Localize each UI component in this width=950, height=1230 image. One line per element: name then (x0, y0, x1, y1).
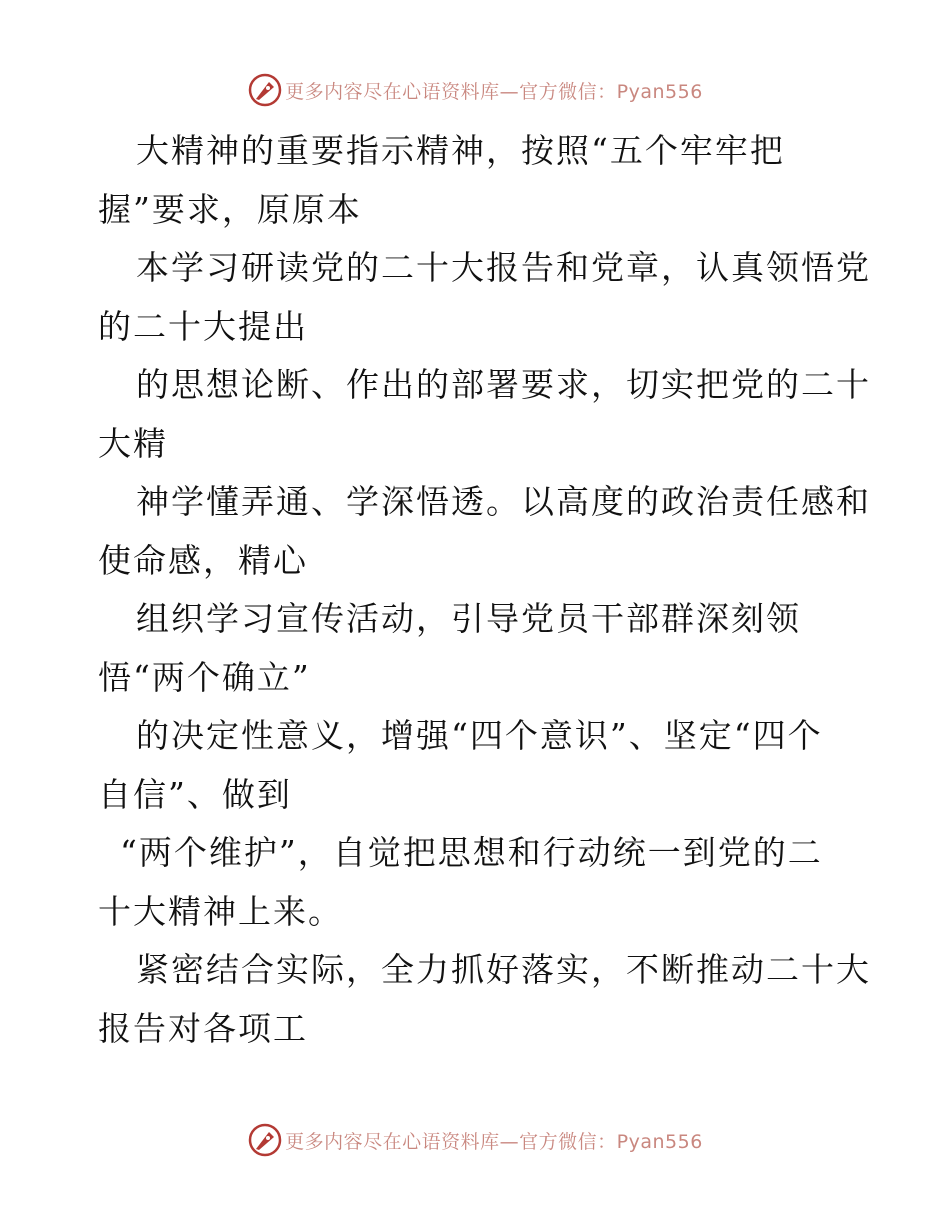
text-line: 的二十大提出 (98, 306, 308, 346)
text-line: 大精 (98, 423, 168, 463)
text-line: 神学懂弄通、学深悟透。以高度的政治责任感和 (136, 482, 871, 521)
text-line: 使命感，精心 (98, 540, 308, 580)
text-line: 的思想论断、作出的部署要求，切实把党的二十 (136, 365, 871, 404)
pen-nib-logo-icon (247, 1122, 283, 1158)
text-line: 大精神的重要指示精神，按照“五个牢牢把 (136, 131, 785, 170)
text-line: 悟“两个确立” (98, 657, 311, 697)
text-line: 的决定性意义，增强“四个意识”、坚定“四个 (136, 716, 823, 755)
pen-nib-logo-icon (247, 72, 283, 108)
text-line: 紧密结合实际，全力抓好落实，不断推动二十大 (136, 950, 871, 989)
text-line: 报告对各项工 (98, 1008, 308, 1048)
text-line: 十大精神上来。 (98, 891, 343, 931)
text-line: “两个维护”，自觉把思想和行动统一到党的二 (120, 833, 823, 872)
header-banner (0, 70, 950, 110)
text-line: 本学习研读党的二十大报告和党章，认真领悟党 (136, 248, 871, 287)
text-line: 自信”、做到 (98, 774, 292, 814)
footer-banner-text: 更多内容尽在心语资料库—官方微信：Pyan556 (285, 1130, 703, 1153)
text-line: 握”要求，原原本 (98, 189, 362, 229)
document-body (98, 122, 871, 1058)
text-line: 组织学习宣传活动，引导党员干部群深刻领 (136, 599, 801, 638)
header-banner-text: 更多内容尽在心语资料库—官方微信：Pyan556 (285, 80, 703, 103)
footer-banner (0, 1120, 950, 1160)
